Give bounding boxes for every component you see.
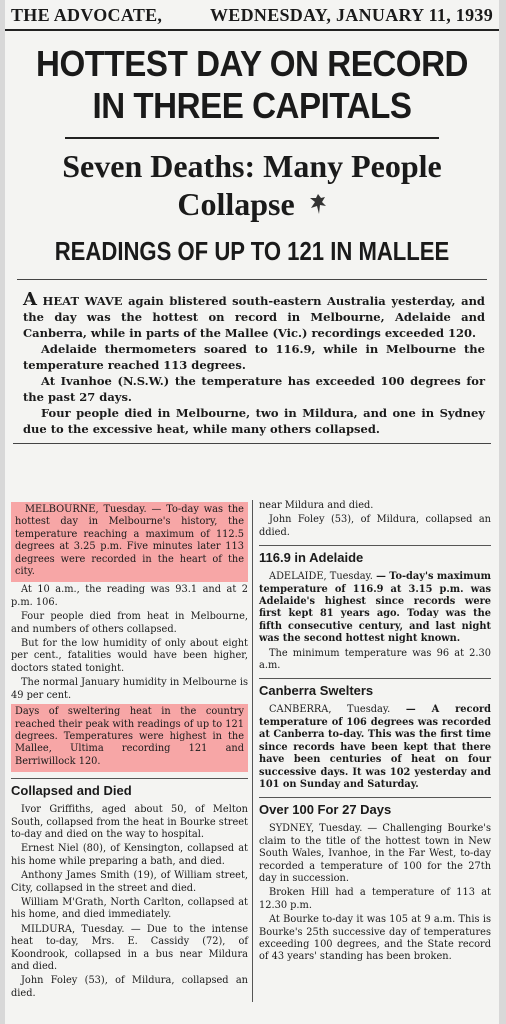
intro-paragraph-4: Four people died in Melbourne, two in Mildura, and one in Sydney due to the excessive heat, while many others collapsed. <box>23 406 485 436</box>
adelaide-paragraph-1: ADELAIDE, Tuesday. — To-day's maximum temperature of 116.9 at 3.15 p.m. was Adelaide's highest since records were first kept 81 years ago. Today was the fifth consecutive century, and last night was the second hottest night known. <box>259 571 492 645</box>
melbourne-paragraph-2: At 10 a.m., the reading was 93.1 and at 2 p.m. 106. <box>11 584 248 608</box>
intro-paragraphs <box>23 289 485 437</box>
intro-paragraph-2: Adelaide thermometers soared to 116.9, while in Melbourne the temperature reached 113 degrees. <box>23 342 485 372</box>
sydney-paragraph-3: At Bourke to-day it was 105 at 9 a.m. This is Bourke's 25th successive day of temperatures exceeding 100 degrees, and the State record of 43 years' standing has been broken. <box>259 914 491 963</box>
deck-rule <box>17 279 487 280</box>
collapsed-paragraph-3: Anthony James Smith (19), of William street, City, collapsed in the street and died. <box>11 870 248 894</box>
melbourne-paragraph-6: Days of sweltering heat in the country reached their peak with readings of up to 121 degrees. Temperatures were highest in the Mallee, Ultima recording 121 and Berriwillock 120. <box>15 706 244 767</box>
headline-line-1: HOTTEST DAY ON RECORD <box>36 43 468 84</box>
issue-date: WEDNESDAY, JANUARY 11, 1939 <box>209 5 493 25</box>
article-columns <box>5 500 499 1002</box>
melbourne-paragraph-5: The normal January humidity in Melbourne is 49 per cent. <box>11 677 248 701</box>
main-headline <box>30 43 473 127</box>
headline-rule <box>65 137 439 139</box>
subheadline <box>15 147 489 223</box>
intro-rule <box>13 443 491 444</box>
highlight-country <box>11 704 248 772</box>
masthead <box>5 0 499 31</box>
continued-paragraph-1: near Mildura and died. <box>259 500 374 511</box>
melbourne-paragraph-4: But for the low humidity of only about eight per cent., fatalities would have been higher, doctors stated tonight. <box>11 638 248 674</box>
continued-paragraph-2: John Foley (53), of Mildura, collapsed an ddied. <box>259 514 491 538</box>
headline-line-2: IN THREE CAPITALS <box>92 85 412 126</box>
highlight-melbourne <box>11 502 248 582</box>
section-heading-canberra: Canberra Swelters <box>259 678 491 699</box>
deck-headline: READINGS OF UP TO 121 IN MALLEE <box>54 236 450 266</box>
canberra-paragraph-1: CANBERRA, Tuesday. — A record temperature of 106 degrees was recorded at Canberra to-day. This was the first time since records have been kept that there have been centuries of heat on four successive days. It was 102 yesterday and 101 on Sunday and Saturday. <box>259 704 491 790</box>
paper-name: THE ADVOCATE, <box>11 5 163 25</box>
sydney-paragraph-2: Broken Hill had a temperature of 113 at 12.30 p.m. <box>259 887 491 911</box>
sydney-paragraph-1: SYDNEY, Tuesday. — Challenging Bourke's claim to the title of the hottest town in New South Wales, Ivanhoe, in the Far West, to-day recorded a temperature of 100 for the 27th day in succession. <box>259 823 491 884</box>
drop-cap: A <box>23 289 37 310</box>
section-heading-over-100: Over 100 For 27 Days <box>259 797 491 818</box>
ink-blot-icon <box>309 192 327 216</box>
right-column <box>252 500 499 1002</box>
collapsed-paragraph-4: William M'Grath, North Carlton, collapsed at his home, and died immediately. <box>11 896 248 921</box>
newspaper-clipping <box>5 0 499 1024</box>
intro-paragraph-3: At Ivanhoe (N.S.W.) the temperature has exceeded 100 degrees for the past 27 days. <box>23 374 485 404</box>
subheadline-line-1: Seven Deaths: Many People <box>62 148 442 184</box>
mildura-paragraph-2: John Foley (53), of Mildura, collapsed an died. <box>11 975 248 999</box>
left-column <box>5 500 252 1002</box>
intro-paragraph-1: A HEAT WAVE again blistered south-eastern Australia yesterday, and the day was the hottest on record in Melbourne, Adelaide and Canberra, while in parts of the Mallee (Vic.) recordings exceeded 120. <box>23 289 485 340</box>
section-heading-adelaide: 116.9 in Adelaide <box>259 545 491 566</box>
melbourne-paragraph-3: Four people died from heat in Melbourne, and numbers of others collapsed. <box>11 611 248 635</box>
collapsed-paragraph-2: Ernest Niel (80), of Kensington, collapsed at his home while preparing a bath, and died. <box>11 843 248 867</box>
subheadline-line-2: Collapse <box>177 186 295 222</box>
adelaide-paragraph-2: The minimum temperature was 96 at 2.30 a.m. <box>259 647 491 672</box>
collapsed-paragraph-1: Ivor Griffiths, aged about 50, of Melton South, collapsed from the heat in Bourke street to-day and died on the way to hospital. <box>11 804 248 840</box>
melbourne-paragraph-1: MELBOURNE, Tuesday. — To-day was the hottest day in Melbourne's history, the temperature reaching a maximum of 112.5 degrees at 3.25 p.m. Five minutes later 113 degrees were recorded in the heart of the city. <box>15 504 244 578</box>
mildura-paragraph-1: MILDURA, Tuesday. — Due to the intense heat to-day, Mrs. E. Cassidy (72), of Koondrook, collapsed in a bus near Mildura and died. <box>11 923 248 972</box>
section-heading-collapsed: Collapsed and Died <box>11 778 248 799</box>
